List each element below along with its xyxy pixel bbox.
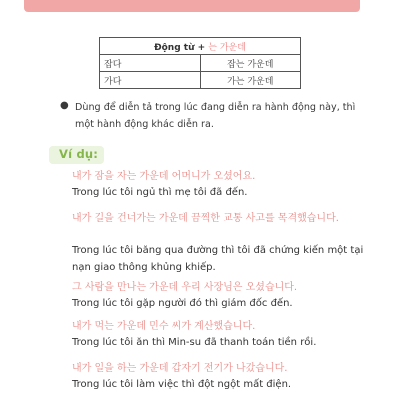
table-header-prefix: Động từ + [154, 42, 209, 53]
table-cell-verb: 가다 [100, 72, 201, 89]
example-vietnamese: Trong lúc tôi gặp người đó thì giám đốc đến. [72, 298, 293, 309]
example-korean: 내가 잠을 자는 가운데 어머니가 오셨어요. [72, 171, 256, 182]
table-header-suffix: 는 가운데 [208, 42, 246, 53]
explanation-text: Dùng để diễn tả trong lúc đang diễn ra hành động này, thì một hành động khác diễn ra. [75, 102, 356, 130]
example-korean: 내가 먹는 가운데 민수 씨가 계산했습니다. [72, 321, 256, 332]
examples-label: Ví dụ: [59, 147, 99, 161]
title-banner [24, 0, 360, 12]
example-korean: 그 사람을 만나는 가운데 우리 사장님은 오셨습니다. [72, 282, 298, 293]
table-header [100, 38, 301, 55]
example-vietnamese: Trong lúc tôi ăn thì Min-su đã thanh toán tiền rồi. [72, 337, 317, 348]
grammar-table [99, 37, 301, 89]
example-vietnamese: Trong lúc tôi băng qua đường thì tôi đã chứng kiến một tại nạn giao thông khủng khiếp. [72, 245, 364, 273]
table-header-row [100, 38, 301, 55]
table-cell-form: 잡는 가운데 [200, 55, 301, 72]
example-korean: 내가 길을 건너가는 가운데 끔찍한 교통 사고를 목격했습니다. [72, 213, 339, 224]
example-korean: 내가 일을 하는 가운데 갑자기 전기가 나갔습니다. [72, 363, 288, 374]
example-vietnamese: Trong lúc tôi làm việc thì đột ngột mất điện. [72, 379, 292, 390]
table-row [100, 55, 301, 72]
example-vietnamese: Trong lúc tôi ngủ thì mẹ tôi đã đến. [72, 187, 248, 198]
table-row [100, 72, 301, 89]
table-cell-verb: 잡다 [100, 55, 201, 72]
table-cell-form: 가는 가운데 [200, 72, 301, 89]
bullet-dot-icon: ● [60, 100, 69, 111]
examples-tag [49, 146, 104, 164]
